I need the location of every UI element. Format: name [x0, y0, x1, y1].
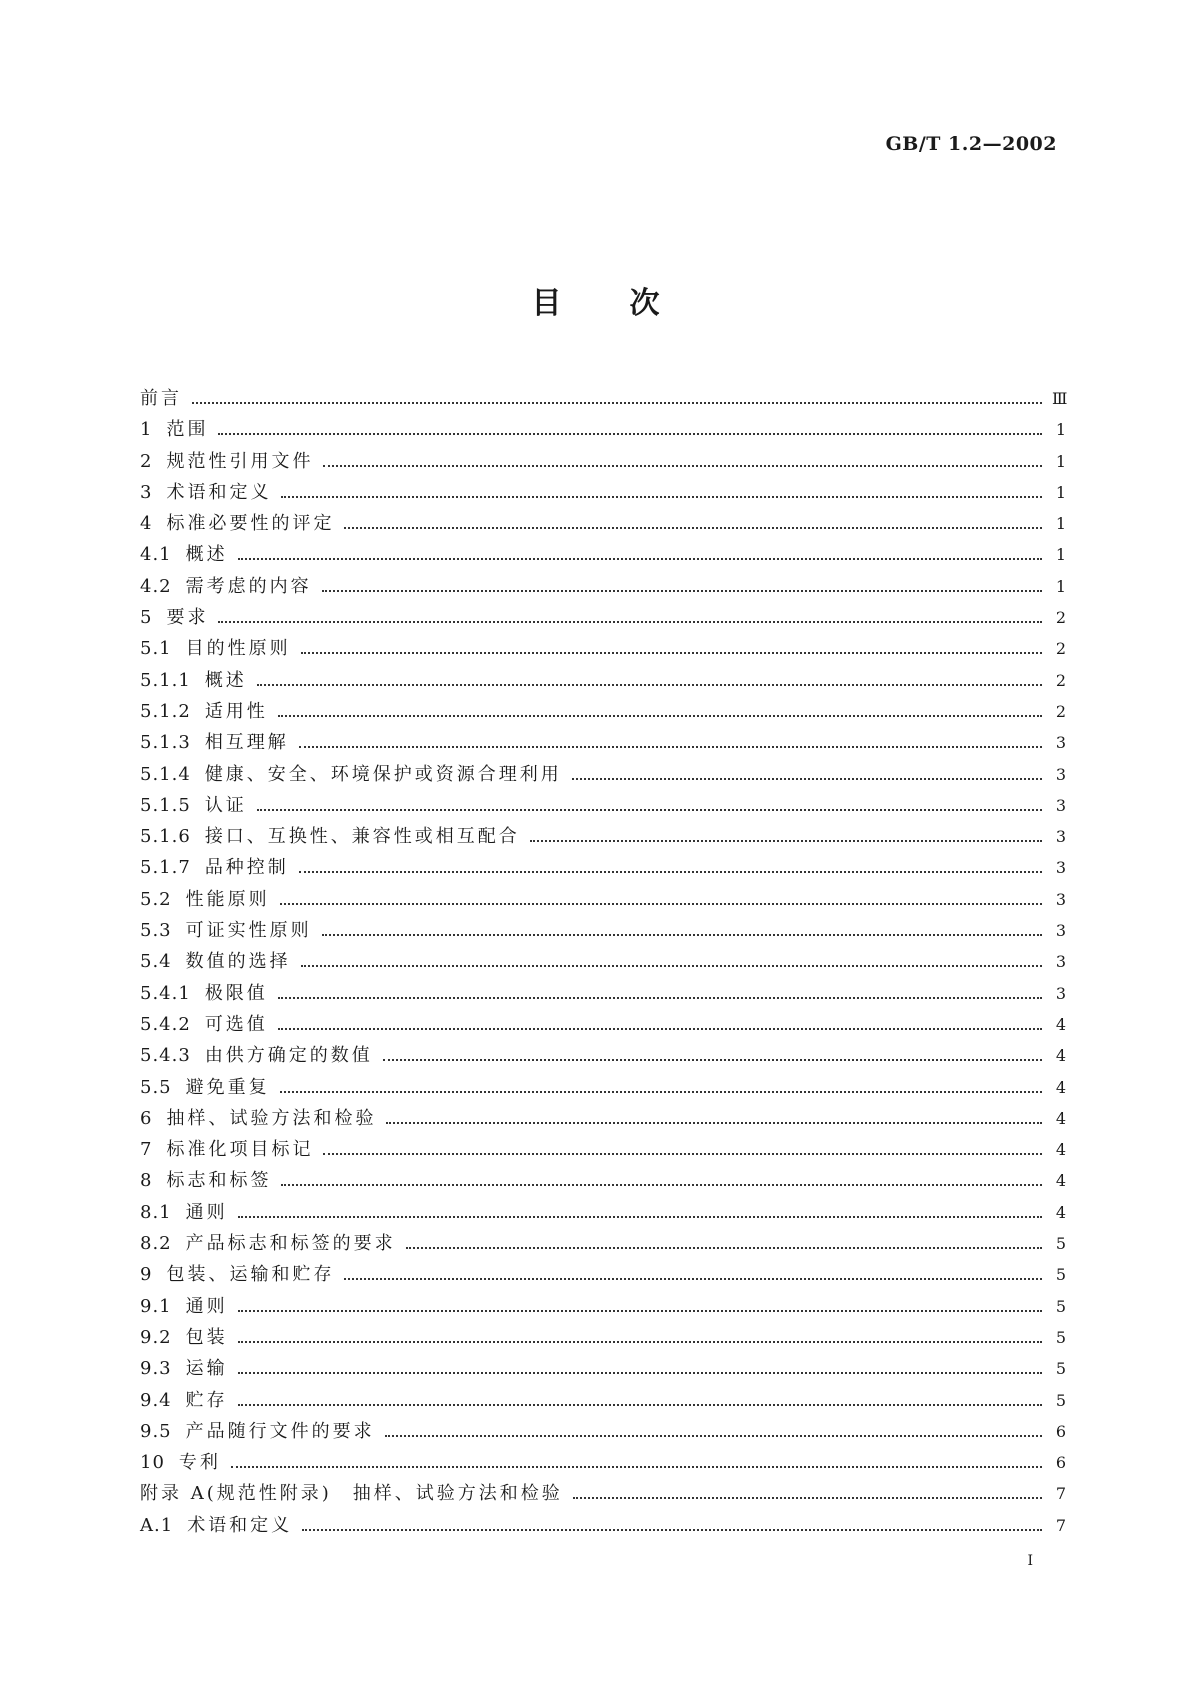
toc-entry[interactable]: [140, 1417, 1066, 1448]
toc-entry-label: 包装、运输和贮存: [166, 1264, 335, 1286]
table-of-contents: [140, 384, 1066, 1542]
toc-dot-leader: [257, 684, 1042, 686]
toc-entry-label: 数值的选择: [185, 951, 291, 973]
toc-entry-number: A.1: [140, 1514, 174, 1536]
toc-entry-number: 5.1: [140, 638, 172, 660]
toc-dot-leader: [322, 934, 1042, 936]
toc-entry-page: 5: [1055, 1265, 1066, 1285]
toc-entry-number: 10: [140, 1452, 165, 1474]
toc-entry-label: 接口、互换性、兼容性或相互配合: [204, 826, 520, 848]
toc-entry-number: 4.2: [140, 575, 172, 597]
toc-entry-page: Ⅲ: [1052, 389, 1068, 408]
toc-entry-number: 9.5: [140, 1420, 172, 1442]
toc-entry[interactable]: [140, 478, 1066, 509]
page-number: I: [1027, 1553, 1033, 1569]
toc-entry[interactable]: [140, 1260, 1066, 1291]
toc-entry-page: 5: [1055, 1327, 1066, 1347]
toc-dot-leader: [238, 1404, 1042, 1406]
toc-entry-page: 6: [1055, 1453, 1066, 1473]
toc-entry-number: 5.4.3: [140, 1045, 191, 1067]
toc-dot-leader: [238, 1216, 1042, 1218]
toc-entry-label: 贮存: [185, 1389, 228, 1411]
toc-entry-page: 3: [1055, 827, 1066, 847]
toc-entry-page: 3: [1055, 733, 1066, 753]
toc-entry[interactable]: [140, 1386, 1066, 1417]
toc-entry-label: 认证: [204, 794, 247, 816]
toc-entry-number: 5.4.1: [140, 982, 191, 1004]
toc-entry[interactable]: [140, 384, 1066, 415]
toc-entry-number: 5.1.7: [140, 857, 191, 879]
toc-entry-number: 5.2: [140, 888, 172, 910]
toc-entry-page: 3: [1055, 952, 1066, 972]
toc-entry[interactable]: [140, 1198, 1066, 1229]
toc-dot-leader: [281, 496, 1042, 498]
toc-entry[interactable]: [140, 1479, 1066, 1510]
toc-entry[interactable]: [140, 1511, 1066, 1542]
toc-entry-label: 目的性原则: [185, 638, 291, 660]
toc-entry[interactable]: [140, 415, 1066, 446]
toc-entry-page: 4: [1055, 1108, 1066, 1128]
toc-entry-label: 产品标志和标签的要求: [185, 1233, 396, 1255]
toc-entry-label: 范围: [166, 419, 209, 441]
toc-entry[interactable]: [140, 728, 1066, 759]
toc-dot-leader: [385, 1435, 1042, 1437]
toc-dot-leader: [323, 1153, 1042, 1155]
toc-dot-leader: [530, 840, 1042, 842]
toc-entry-label: 通则: [185, 1295, 228, 1317]
toc-entry[interactable]: [140, 572, 1066, 603]
toc-entry-label: 产品随行文件的要求: [185, 1420, 375, 1442]
toc-dot-leader: [344, 1278, 1042, 1280]
toc-entry-page: 1: [1055, 514, 1066, 534]
toc-entry[interactable]: [140, 979, 1066, 1010]
toc-entry[interactable]: [140, 1292, 1066, 1323]
toc-entry-page: 2: [1055, 670, 1066, 690]
toc-dot-leader: [238, 1341, 1042, 1343]
toc-dot-leader: [573, 1497, 1042, 1499]
toc-entry-number: 4: [140, 513, 153, 535]
toc-dot-leader: [278, 1028, 1042, 1030]
toc-entry-number: 5.5: [140, 1076, 172, 1098]
toc-entry[interactable]: [140, 885, 1066, 916]
toc-entry-page: 3: [1055, 921, 1066, 941]
toc-entry-number: 5.4: [140, 951, 172, 973]
toc-entry[interactable]: [140, 1104, 1066, 1135]
toc-entry-number: 5.1.1: [140, 669, 191, 691]
toc-entry-label: 概述: [185, 544, 228, 566]
toc-entry[interactable]: [140, 603, 1066, 634]
page-title: 目次: [531, 286, 728, 321]
toc-entry-page: 4: [1055, 1171, 1066, 1191]
toc-entry-label: 前言: [140, 388, 182, 409]
toc-entry-number: 9.1: [140, 1295, 172, 1317]
toc-entry[interactable]: [140, 791, 1066, 822]
toc-entry-number: 5.1.2: [140, 700, 191, 722]
toc-dot-leader: [299, 871, 1042, 873]
toc-entry-label: 标志和标签: [166, 1170, 272, 1192]
toc-entry[interactable]: [140, 540, 1066, 571]
toc-entry-label: 规范性引用文件: [166, 450, 314, 472]
toc-entry[interactable]: [140, 822, 1066, 853]
toc-dot-leader: [280, 903, 1042, 905]
toc-entry-number: 5.1.4: [140, 763, 191, 785]
toc-entry[interactable]: [140, 916, 1066, 947]
toc-entry-page: 5: [1055, 1296, 1066, 1316]
toc-entry-label: 相互理解: [204, 732, 289, 754]
toc-dot-leader: [572, 778, 1042, 780]
toc-entry-page: 6: [1055, 1421, 1066, 1441]
toc-entry-page: 3: [1055, 764, 1066, 784]
toc-entry-label: 抽样、试验方法和检验: [166, 1107, 377, 1129]
toc-entry-number: 9.3: [140, 1358, 172, 1380]
toc-entry[interactable]: [140, 853, 1066, 884]
standard-code: GB/T 1.2—2002: [885, 133, 1057, 155]
toc-entry-page: 3: [1055, 795, 1066, 815]
toc-dot-leader: [278, 997, 1042, 999]
toc-dot-leader: [406, 1247, 1042, 1249]
toc-dot-leader: [323, 465, 1042, 467]
toc-dot-leader: [238, 1310, 1042, 1312]
toc-dot-leader: [192, 402, 1042, 404]
toc-dot-leader: [238, 558, 1042, 560]
toc-entry[interactable]: [140, 634, 1066, 665]
toc-dot-leader: [257, 809, 1042, 811]
toc-dot-leader: [278, 715, 1042, 717]
toc-entry-label: 术语和定义: [187, 1514, 293, 1536]
toc-entry-label: 性能原则: [185, 888, 270, 910]
toc-entry[interactable]: [140, 1041, 1066, 1072]
toc-entry-label: 需考虑的内容: [185, 575, 312, 597]
toc-entry-label: 要求: [166, 607, 209, 629]
toc-entry-page: 3: [1055, 889, 1066, 909]
toc-entry-number: 5.1.6: [140, 826, 191, 848]
toc-entry[interactable]: [140, 1166, 1066, 1197]
toc-dot-leader: [344, 527, 1042, 529]
toc-dot-leader: [281, 1184, 1042, 1186]
toc-entry-label: 适用性: [204, 700, 268, 722]
toc-entry-number: 9: [140, 1264, 153, 1286]
toc-entry-number: 8: [140, 1170, 153, 1192]
toc-entry-page: 2: [1055, 639, 1066, 659]
toc-entry-page: 1: [1055, 545, 1066, 565]
toc-entry[interactable]: [140, 697, 1066, 728]
toc-entry-label: 包装: [185, 1326, 228, 1348]
toc-entry-page: 5: [1055, 1234, 1066, 1254]
toc-dot-leader: [218, 621, 1042, 623]
toc-entry-label: 运输: [185, 1358, 228, 1380]
toc-entry-number: 9.4: [140, 1389, 172, 1411]
toc-entry-label: 极限值: [204, 982, 268, 1004]
toc-entry-label: 标准化项目标记: [166, 1139, 314, 1161]
toc-entry-number: 6: [140, 1107, 153, 1129]
toc-entry-number: 5.1.5: [140, 794, 191, 816]
toc-entry-number: 5.1.3: [140, 732, 191, 754]
toc-entry[interactable]: [140, 1135, 1066, 1166]
toc-entry-number: 5.4.2: [140, 1013, 191, 1035]
toc-entry-number: 3: [140, 481, 153, 503]
toc-entry-label: 健康、安全、环境保护或资源合理利用: [204, 763, 562, 785]
toc-entry-label: 品种控制: [204, 857, 289, 879]
toc-entry[interactable]: [140, 447, 1066, 478]
toc-dot-leader: [302, 1529, 1042, 1531]
toc-entry-number: 5.3: [140, 920, 172, 942]
toc-entry-page: 2: [1055, 701, 1066, 721]
toc-entry-page: 4: [1055, 1046, 1066, 1066]
toc-entry-number: 1: [140, 419, 153, 441]
toc-entry-label: 避免重复: [185, 1076, 270, 1098]
toc-entry-page: 7: [1055, 1515, 1066, 1535]
toc-entry-label: 通则: [185, 1201, 228, 1223]
toc-entry-number: 8.2: [140, 1233, 172, 1255]
toc-dot-leader: [383, 1059, 1042, 1061]
toc-entry-page: 4: [1055, 1202, 1066, 1222]
toc-entry-label: 由供方确定的数值: [204, 1045, 373, 1067]
toc-entry-page: 1: [1055, 420, 1066, 440]
toc-dot-leader: [301, 652, 1042, 654]
toc-entry-page: 3: [1055, 858, 1066, 878]
toc-entry-label: 专利: [178, 1452, 221, 1474]
toc-dot-leader: [231, 1466, 1042, 1468]
toc-entry-label: 术语和定义: [166, 481, 272, 503]
toc-entry[interactable]: [140, 1448, 1066, 1479]
toc-entry[interactable]: [140, 760, 1066, 791]
toc-entry-number: 4.1: [140, 544, 172, 566]
toc-entry-page: 1: [1055, 451, 1066, 471]
toc-entry-page: 1: [1055, 482, 1066, 502]
toc-entry-page: 4: [1055, 1014, 1066, 1034]
toc-entry-label: 附录 A(规范性附录) 抽样、试验方法和检验: [140, 1483, 563, 1505]
toc-entry-page: 4: [1055, 1140, 1066, 1160]
toc-entry-page: 7: [1055, 1484, 1066, 1504]
toc-dot-leader: [280, 1091, 1042, 1093]
toc-entry-page: 4: [1055, 1077, 1066, 1097]
toc-dot-leader: [301, 965, 1042, 967]
toc-entry[interactable]: [140, 1354, 1066, 1385]
toc-dot-leader: [299, 746, 1042, 748]
toc-entry-page: 5: [1055, 1390, 1066, 1410]
toc-entry-label: 可证实性原则: [185, 920, 312, 942]
toc-entry[interactable]: [140, 1229, 1066, 1260]
toc-entry[interactable]: [140, 1323, 1066, 1354]
toc-dot-leader: [238, 1372, 1042, 1374]
toc-entry-page: 5: [1055, 1359, 1066, 1379]
toc-entry-page: 1: [1055, 576, 1066, 596]
toc-entry-label: 可选值: [204, 1013, 268, 1035]
toc-entry[interactable]: [140, 666, 1066, 697]
toc-dot-leader: [218, 433, 1042, 435]
toc-entry-number: 5: [140, 607, 153, 629]
toc-entry-page: 2: [1055, 608, 1066, 628]
toc-dot-leader: [386, 1122, 1042, 1124]
toc-dot-leader: [322, 590, 1042, 592]
toc-entry-page: 3: [1055, 983, 1066, 1003]
toc-entry-label: 概述: [204, 669, 247, 691]
toc-entry-number: 2: [140, 450, 153, 472]
toc-entry-label: 标准必要性的评定: [166, 513, 335, 535]
toc-entry-number: 7: [140, 1139, 153, 1161]
toc-entry[interactable]: [140, 1010, 1066, 1041]
toc-entry[interactable]: [140, 1073, 1066, 1104]
toc-entry[interactable]: [140, 509, 1066, 540]
toc-entry[interactable]: [140, 947, 1066, 978]
toc-entry-number: 8.1: [140, 1201, 172, 1223]
toc-entry-number: 9.2: [140, 1326, 172, 1348]
